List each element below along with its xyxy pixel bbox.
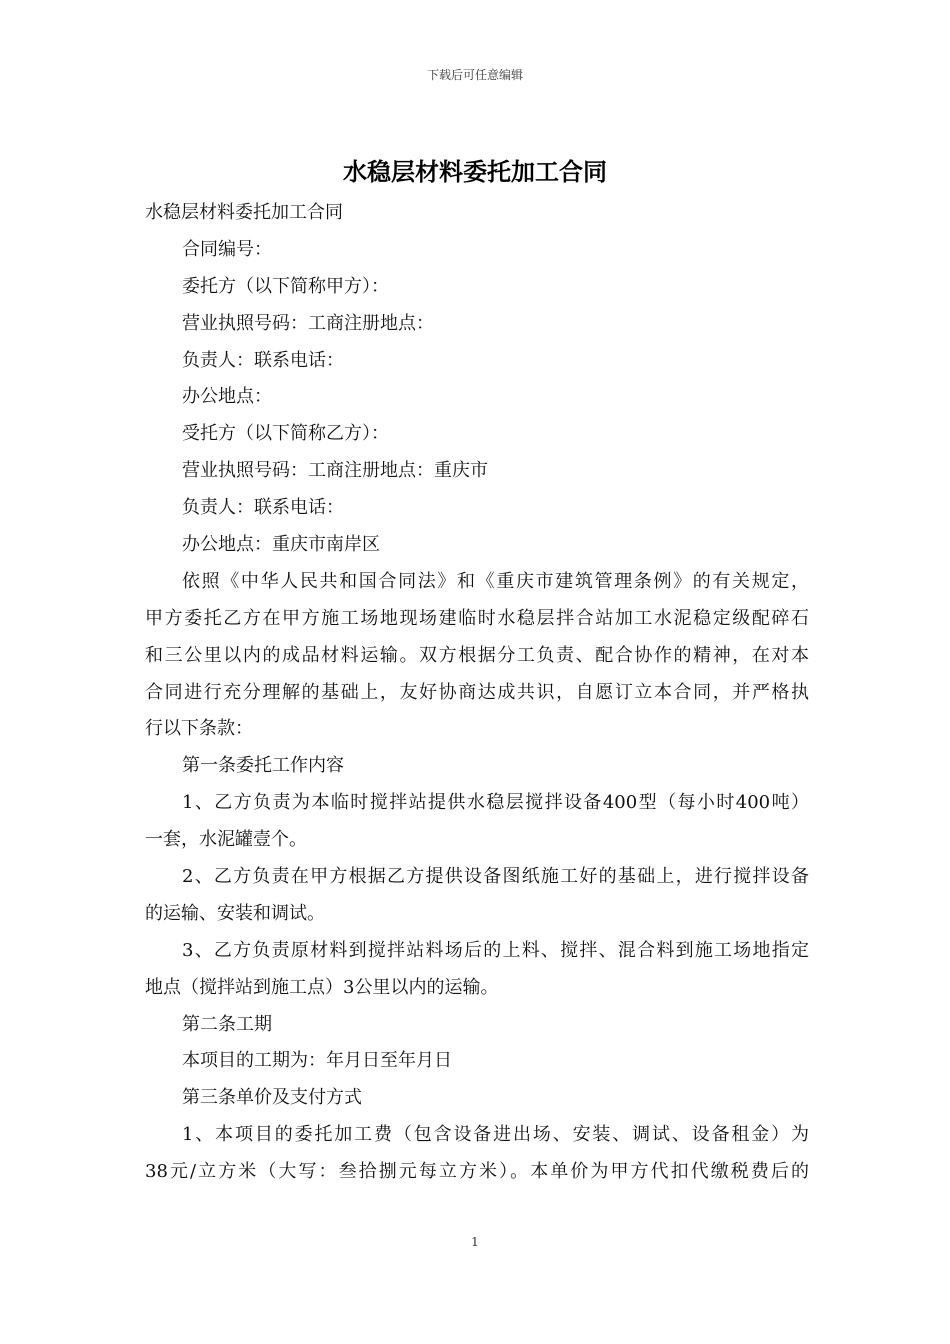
article-3-item-1: 1、本项目的委托加工费（包含设备进出场、安装、调试、设备租金）为 <box>182 1124 809 1146</box>
article-1-item-3: 3、乙方负责原材料到搅拌站料场后的上料、搅拌、混合料到施工场地指定 <box>182 939 809 961</box>
article-2-heading: 第二条工期 <box>182 1013 272 1035</box>
article-3-heading: 第三条单价及支付方式 <box>182 1087 362 1109</box>
party-a-line: 委托方（以下简称甲方）： <box>182 275 389 297</box>
preamble-line: 依照《中华人民共和国合同法》和《重庆市建筑管理条例》的有关规定， <box>182 570 809 592</box>
party-a-contact-line: 负责人：联系电话： <box>182 349 344 371</box>
document-body <box>145 195 809 1191</box>
article-1-item-1: 1、乙方负责为本临时搅拌站提供水稳层搅拌设备400型（每小时400吨） <box>182 792 809 814</box>
article-1-item-2: 2、乙方负责在甲方根据乙方提供设备图纸施工好的基础上，进行搅拌设备 <box>182 866 809 888</box>
article-1-item-1-cont: 一套，水泥罐壹个。 <box>145 829 307 851</box>
contract-number-line: 合同编号： <box>182 238 272 260</box>
preamble-line: 合同进行充分理解的基础上，友好协商达成共识，自愿订立本合同，并严格执 <box>145 681 809 703</box>
preamble-line: 行以下条款： <box>145 718 253 740</box>
party-b-office-line: 办公地点：重庆市南岸区 <box>182 534 380 556</box>
page-number: 1 <box>471 1235 479 1249</box>
article-2-text: 本项目的工期为：年月日至年月日 <box>182 1050 452 1072</box>
page-header-note: 下载后可任意编辑 <box>426 68 523 82</box>
preamble-line: 甲方委托乙方在甲方施工场地现场建临时水稳层拌合站加工水泥稳定级配碎石 <box>145 607 809 629</box>
article-3-item-1-cont: 38元/立方米（大写：叁拾捌元每立方米）。本单价为甲方代扣代缴税费后的 <box>145 1161 809 1183</box>
preamble-line: 和三公里以内的成品材料运输。双方根据分工负责、配合协作的精神，在对本 <box>145 644 809 666</box>
article-1-item-2-cont: 的运输、安装和调试。 <box>145 902 325 924</box>
party-b-license-line: 营业执照号码：工商注册地点：重庆市 <box>182 460 488 482</box>
article-1-item-3-cont: 地点（搅拌站到施工点）3公里以内的运输。 <box>145 976 499 998</box>
party-b-line: 受托方（以下简称乙方）： <box>182 423 389 445</box>
subtitle-line: 水稳层材料委托加工合同 <box>145 202 343 223</box>
party-a-license-line: 营业执照号码：工商注册地点： <box>182 312 434 334</box>
document-title: 水稳层材料委托加工合同 <box>343 158 607 186</box>
party-a-office-line: 办公地点： <box>182 386 272 408</box>
article-1-heading: 第一条委托工作内容 <box>182 755 344 777</box>
party-b-contact-line: 负责人：联系电话： <box>182 497 344 519</box>
